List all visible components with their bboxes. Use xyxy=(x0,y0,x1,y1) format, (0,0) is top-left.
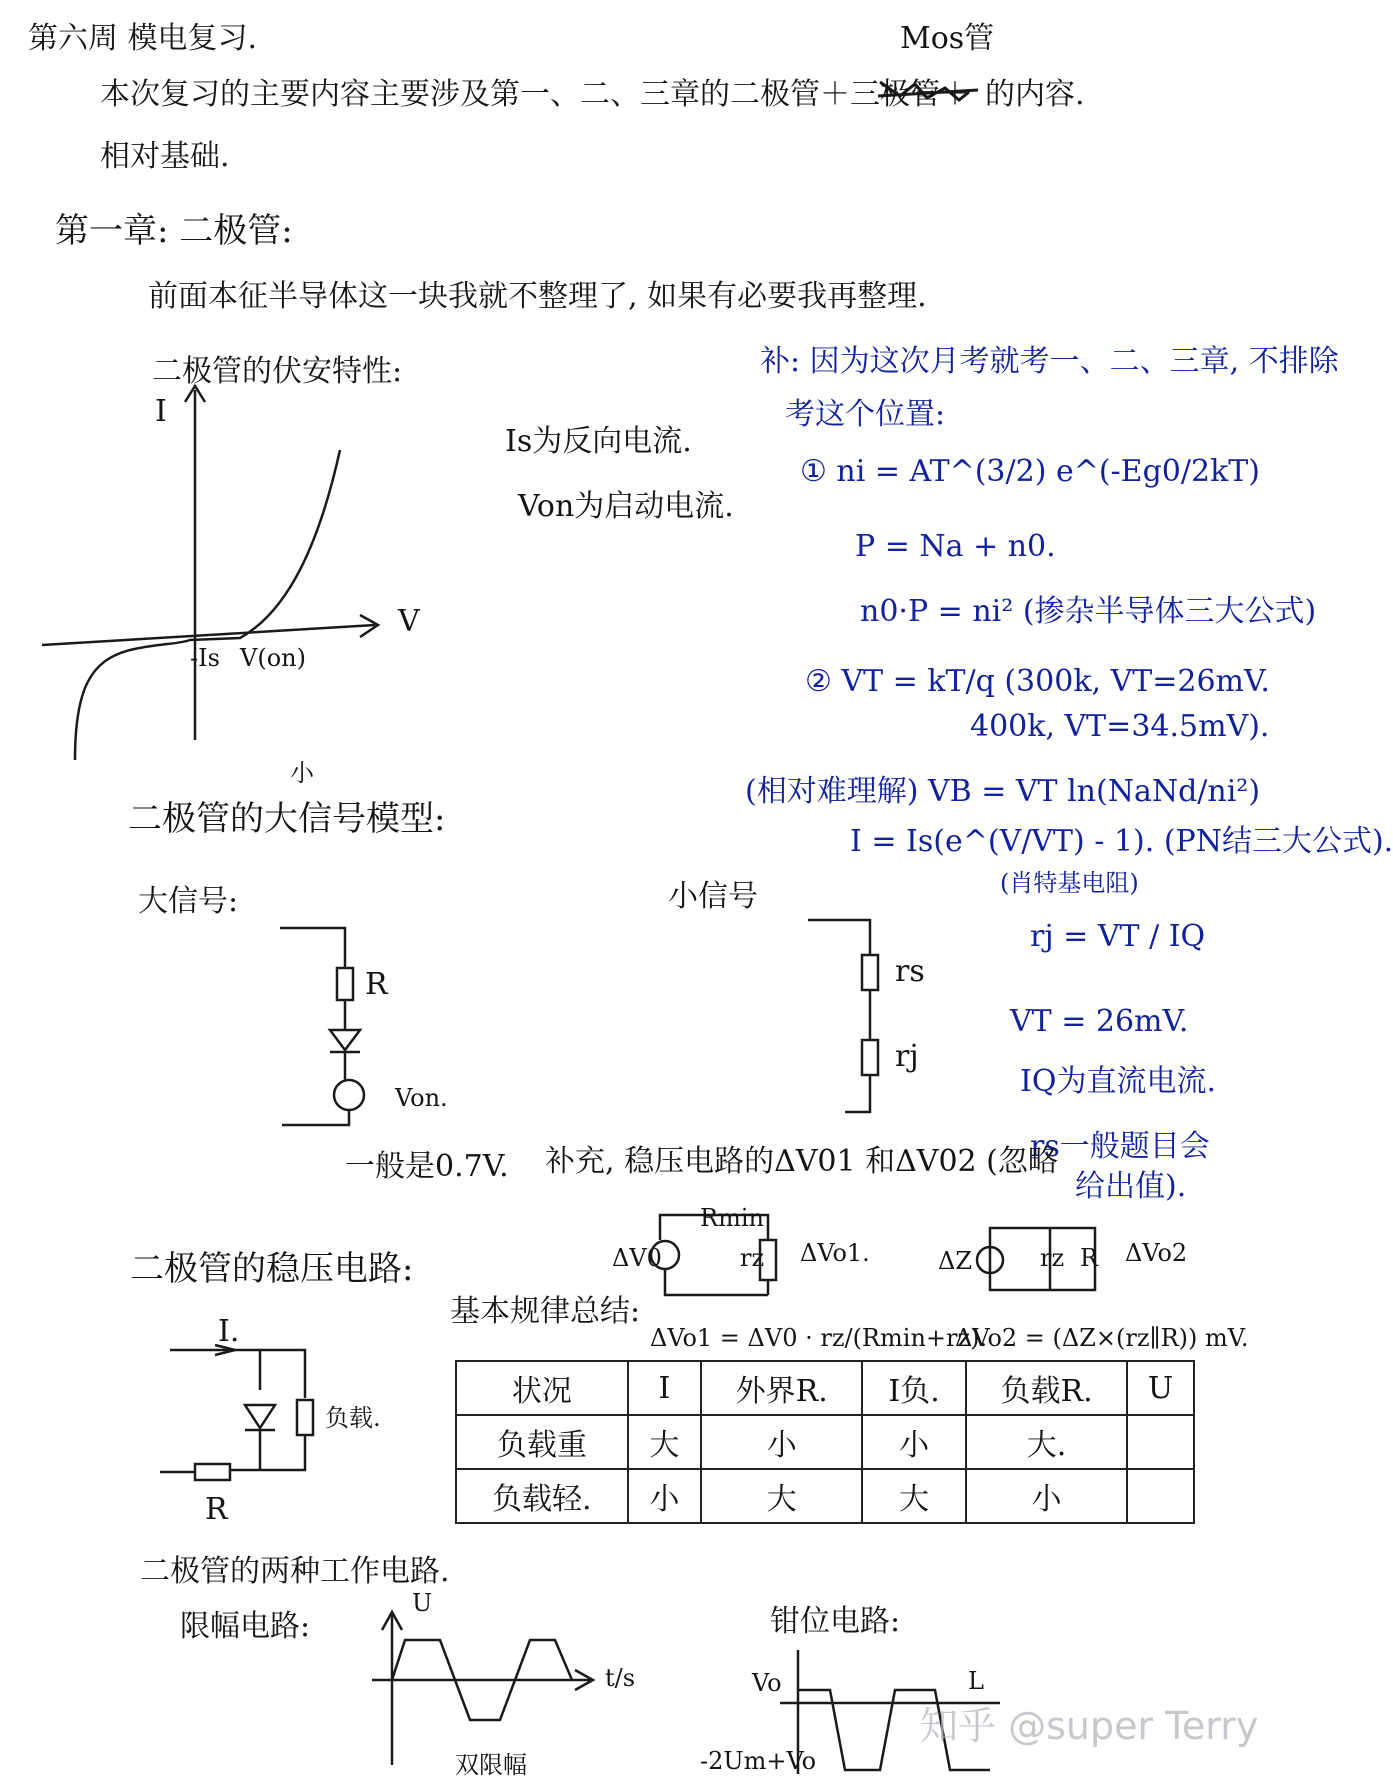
table-header-cell: 负载R. xyxy=(966,1361,1127,1415)
table-cell: 负载重 xyxy=(456,1415,628,1469)
von-description: Von为启动电流. xyxy=(518,489,734,524)
table-header-row xyxy=(456,1361,1194,1415)
formula-vt-400k: 400k, VT=34.5mV). xyxy=(970,709,1270,744)
is-description: Is为反向电流. xyxy=(505,424,692,459)
table-header-cell: 状况 xyxy=(456,1361,628,1415)
summary-title: 基本规律总结: xyxy=(450,1294,641,1329)
regulator-title: 二极管的稳压电路: xyxy=(130,1249,414,1289)
table-cell: 大 xyxy=(862,1469,966,1523)
table-cell: 大. xyxy=(966,1415,1127,1469)
table-header-cell: I负. xyxy=(862,1361,966,1415)
delta-vo2-circuit xyxy=(977,1228,1095,1290)
table-cell: 大 xyxy=(628,1415,701,1469)
table-cell: 小 xyxy=(701,1415,862,1469)
limiter-label: 限幅电路: xyxy=(180,1609,311,1644)
vi-characteristic-title: 二极管的伏安特性: xyxy=(152,354,403,389)
note-line-1: 补: 因为这次月考就考一、二、三章, 不排除 xyxy=(760,344,1339,379)
rj-label: rj xyxy=(895,1039,919,1074)
l-label: L xyxy=(968,1667,984,1695)
small-signal-circuit xyxy=(808,920,878,1112)
delta-vo1-equation: ΔVo1 = ΔV0 · rz/(Rmin+rz). xyxy=(650,1324,988,1352)
table-row xyxy=(456,1469,1194,1523)
formula-vt: ② VT = kT/q (300k, VT=26mV. xyxy=(805,664,1270,699)
dvo1-label: ΔVo1. xyxy=(800,1239,870,1267)
corner-note: Mos管 xyxy=(900,21,995,56)
is-marker-label: -Is xyxy=(190,644,220,672)
formula-vt-26mv: VT = 26mV. xyxy=(1010,1004,1189,1039)
table-row xyxy=(456,1415,1194,1469)
von-marker-label: V(on) xyxy=(240,644,306,672)
intro-tail-text: 的内容. xyxy=(985,77,1085,112)
vo-axis-label: Vo xyxy=(752,1669,782,1697)
table-cell: 负载轻. xyxy=(456,1469,628,1523)
vi-curve-chart xyxy=(42,386,378,760)
r2-label: R xyxy=(1080,1244,1099,1272)
page-title: 第六周 模电复习. xyxy=(28,21,258,56)
limiter-waveform xyxy=(372,1612,593,1765)
dvo2-label: ΔVo2 xyxy=(1125,1239,1188,1267)
basis-text: 相对基础. xyxy=(100,139,230,174)
von-typical-value: 一般是0.7V. xyxy=(345,1149,509,1184)
dz-label: ΔZ xyxy=(938,1247,973,1275)
formula-rj: rj = VT / IQ xyxy=(1030,919,1206,954)
clamp-bottom-label: -2Um+Vo xyxy=(700,1747,817,1775)
small-signal-label: 小信号 xyxy=(668,879,758,914)
axis-v-label: V xyxy=(398,604,420,639)
table-cell xyxy=(1127,1415,1194,1469)
regulator-load-label: 负载. xyxy=(325,1404,381,1432)
delta-vo2-equation: ΔVo2 = (ΔZ×(rz∥R)) mV. xyxy=(955,1324,1249,1352)
clamp-label: 钳位电路: xyxy=(770,1604,901,1639)
t-axis-label: t/s xyxy=(605,1664,636,1692)
u-axis-label: U xyxy=(412,1589,433,1617)
regulator-supplement: 补充, 稳压电路的ΔV01 和ΔV02 (忽略 xyxy=(545,1144,1058,1179)
formula-n0p: n0·P = ni² (掺杂半导体三大公式) xyxy=(860,594,1317,629)
schottky-note: (肖特基电阻) xyxy=(1000,869,1139,897)
table-header-cell: 外界R. xyxy=(701,1361,862,1415)
table-cell xyxy=(1127,1469,1194,1523)
circuits-title: 二极管的两种工作电路. xyxy=(140,1554,450,1589)
table-cell: 大 xyxy=(701,1469,862,1523)
chapter-heading: 第一章: 二极管: xyxy=(55,211,293,251)
formula-pn-current: I = Is(e^(V/VT) - 1). (PN结三大公式). xyxy=(850,824,1393,859)
table-header-cell: U xyxy=(1127,1361,1194,1415)
regulator-r-label: R xyxy=(205,1492,228,1527)
formula-vb: (相对难理解) VB = VT ln(NaNd/ni²) xyxy=(745,774,1261,809)
rs-note: rs一般题目会 xyxy=(1030,1129,1210,1164)
limiter-cut-label: 双限幅 xyxy=(455,1751,527,1779)
semiconductor-note: 前面本征半导体这一块我就不整理了, 如果有必要我再整理. xyxy=(148,279,927,314)
formula-p: P = Na + n0. xyxy=(855,529,1056,564)
large-r-label: R xyxy=(365,967,388,1002)
rs-note-tail: 给出值). xyxy=(1075,1169,1187,1204)
formula-ni: ① ni = AT^(3/2) e^(-Eg0/2kT) xyxy=(800,454,1260,489)
summary-table xyxy=(455,1360,1195,1524)
rz2-label: rz xyxy=(1040,1244,1065,1272)
rz-label: rz xyxy=(740,1244,765,1272)
axis-i-label: I xyxy=(155,394,167,429)
rmin-label: Rmin xyxy=(700,1204,764,1232)
dv0-label: ΔV0 xyxy=(612,1244,662,1272)
note-line-2: 考这个位置: xyxy=(785,397,946,432)
table-header-cell: I xyxy=(628,1361,701,1415)
table-cell: 小 xyxy=(862,1415,966,1469)
von-source-label: Von. xyxy=(395,1084,448,1112)
iq-note: IQ为直流电流. xyxy=(1020,1064,1216,1099)
regulator-circuit xyxy=(160,1345,313,1480)
models-title: 二极管的大信号模型: xyxy=(128,799,446,839)
watermark: 知乎 @super Terry xyxy=(920,1704,1259,1748)
rs-label: rs xyxy=(895,954,925,989)
large-signal-label: 大信号: xyxy=(138,884,239,919)
regulator-i-label: I. xyxy=(218,1314,240,1349)
table-cell: 小 xyxy=(966,1469,1127,1523)
models-title-sup: 小 xyxy=(290,759,314,787)
table-cell: 小 xyxy=(628,1469,701,1523)
intro-text: 本次复习的主要内容主要涉及第一、二、三章的二极管＋三极管＋ xyxy=(100,77,970,112)
large-signal-circuit xyxy=(280,928,364,1125)
